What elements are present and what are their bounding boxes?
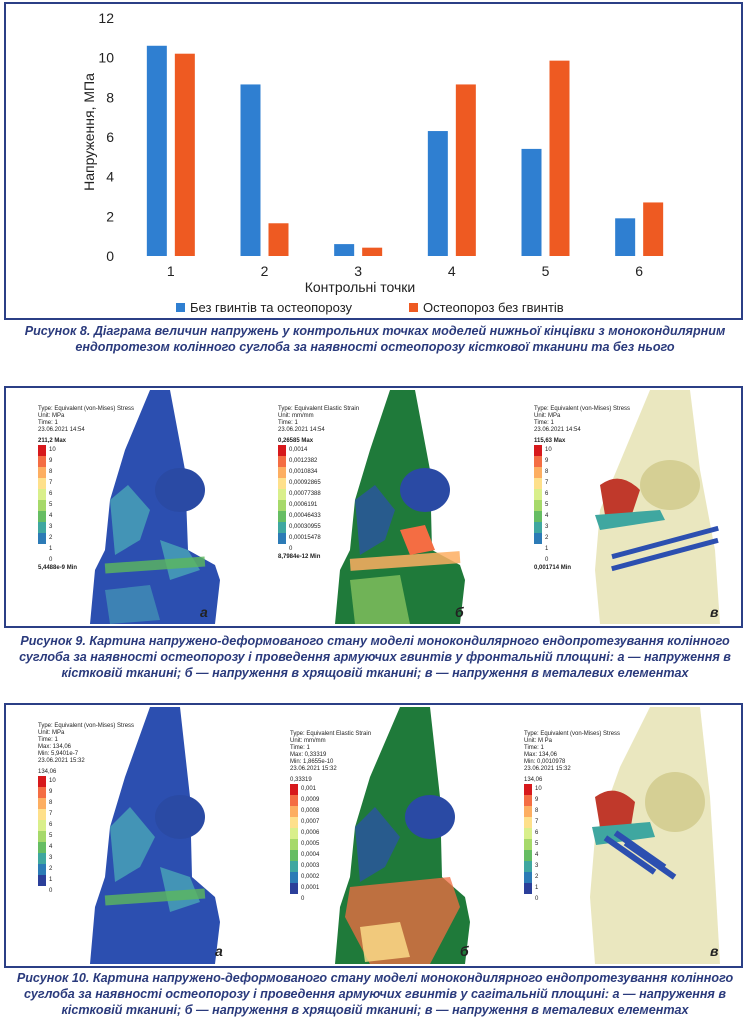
legend-header-line: Type: Equivalent Elastic Strain <box>290 731 372 737</box>
legend-header-line: Unit: MPa <box>534 413 561 419</box>
legend-min: 8,7984e-12 Min <box>278 554 321 560</box>
fig9-panel-c <box>500 390 738 624</box>
panel-letter-c: в <box>710 943 719 959</box>
bar-series-2-5 <box>550 61 570 256</box>
x-tick-label: 3 <box>354 263 363 279</box>
legend-max: 134,06 <box>38 769 57 775</box>
legend-max: 0,26585 Max <box>278 438 314 444</box>
legend-header-line: Max: 134,06 <box>524 752 558 758</box>
bar-series-1-4 <box>428 131 448 256</box>
color-scale-bar <box>290 784 298 894</box>
bar-series-2-4 <box>456 84 476 256</box>
legend-header-line: 23.06.2021 15:32 <box>38 758 85 764</box>
legend-header-line: 23.06.2021 14:54 <box>534 427 581 433</box>
bar-series-1-1 <box>147 46 167 256</box>
legend-header-line: Time: 1 <box>290 745 310 751</box>
legend-header-line: Max: 134,06 <box>38 744 72 750</box>
legend-header-line: 23.06.2021 15:32 <box>524 766 571 772</box>
legend-max: 211,2 Max <box>38 438 67 444</box>
fig9-c-legend <box>534 406 630 572</box>
legend-label-series-2: Остеопороз без гвинтів <box>423 300 564 315</box>
bar-series-2-3 <box>362 248 382 256</box>
y-tick-label: 0 <box>106 248 114 264</box>
fig10-a-legend <box>38 723 135 894</box>
legend-header-line: 23.06.2021 14:54 <box>278 427 325 433</box>
legend-min: 5,4488e-9 Min <box>38 565 78 571</box>
x-tick-label: 4 <box>447 263 456 279</box>
panel-letter-c: в <box>710 604 719 620</box>
x-tick-label: 1 <box>166 263 175 279</box>
figure-9-caption: Рисунок 9. Картина напружено-деформованого стану моделі монокондилярного ендопротезування колінного суглоба за наявності остеопорозу і проведення армуючих гвинтів у фронтальній площині: а — напруження в кістковій тканині; б — напруження в хрящовій тканині; в — напруження в металевих елементах <box>19 634 731 680</box>
x-axis-title: Контрольні точки <box>304 279 416 295</box>
legend-header-line: Min: 1,8655e-10 <box>290 759 334 765</box>
legend-max: 0,33319 <box>290 777 312 783</box>
fig9-panel-a <box>10 390 240 624</box>
fig9-panel-b <box>250 390 490 624</box>
figure-10-caption: Рисунок 10. Картина напружено-деформованого стану моделі монокондилярного ендопротезування колінного суглоба за наявності остеопорозу і проведення армуючих гвинтів у сагітальній площині: а — напруження в кістковій тканині; б — напруження в хрящовій тканині; в — напруження в металевих елементах <box>16 971 734 1017</box>
legend-header-line: 23.06.2021 14:54 <box>38 427 85 433</box>
y-tick-label: 12 <box>98 10 114 26</box>
color-scale-ticks: 10 9 8 7 6 5 4 3 2 1 0 <box>535 786 542 902</box>
color-scale-bar <box>38 776 46 886</box>
legend-header-line: Type: Equivalent (von-Mises) Stress <box>38 406 135 412</box>
legend-max: 134,06 <box>524 777 543 783</box>
x-tick-label: 5 <box>541 263 550 279</box>
legend-header-line: Type: Equivalent Elastic Strain <box>278 406 360 412</box>
color-scale-ticks: 10 9 8 7 6 5 4 3 2 1 0 <box>49 447 56 563</box>
color-scale-bar <box>534 445 542 544</box>
legend-swatch-series-2 <box>409 303 418 312</box>
legend-header-line: 23.06.2021 15:32 <box>290 766 337 772</box>
color-scale-bar <box>278 445 286 544</box>
legend-header-line: Max: 0,33319 <box>290 752 327 758</box>
bar-series-1-2 <box>241 84 261 256</box>
color-scale-ticks: 10 9 8 7 6 5 4 3 2 1 0 <box>545 447 552 563</box>
y-axis-title: Напруження, МПа <box>81 73 97 191</box>
bar-chart <box>6 4 745 318</box>
legend-swatch-series-1 <box>176 303 185 312</box>
legend-header-line: Type: Equivalent (von-Mises) Stress <box>534 406 631 412</box>
legend-header-line: Unit: M Pa <box>524 738 553 744</box>
color-scale-ticks: 10 9 8 7 6 5 4 3 2 1 0 <box>49 778 56 894</box>
panel-letter-a: а <box>215 943 223 959</box>
legend-header-line: Min: 5,9401e-7 <box>38 751 79 757</box>
legend-header-line: Unit: MPa <box>38 730 65 736</box>
x-tick-label: 2 <box>260 263 269 279</box>
color-scale-bar <box>524 784 532 894</box>
color-scale-bar <box>38 445 46 544</box>
fig9-a-legend <box>38 406 134 572</box>
legend-header-line: Unit: MPa <box>38 413 65 419</box>
bar-series-2-6 <box>643 202 663 256</box>
legend-header-line: Time: 1 <box>38 420 58 426</box>
bar-series-1-5 <box>522 149 542 256</box>
panel-letter-a: а <box>200 604 208 620</box>
legend-header-line: Type: Equivalent (von-Mises) Stress <box>38 723 135 729</box>
panel-letter-b: б <box>455 604 464 620</box>
fig10-panel-c <box>500 707 738 964</box>
y-tick-label: 4 <box>106 168 114 185</box>
fig10-b-legend <box>290 731 372 902</box>
y-tick-label: 10 <box>98 49 114 66</box>
legend-header-line: Time: 1 <box>524 745 544 751</box>
fig10-c-legend <box>524 731 621 902</box>
bar-series-1-6 <box>615 218 635 256</box>
legend-header-line: Unit: mm/mm <box>278 413 314 419</box>
color-scale-ticks: 0,001 0,0009 0,0008 0,0007 0,0006 0,0005 0,0004 0,0003 0,0002 0,0001 0 <box>301 786 320 902</box>
y-tick-label: 2 <box>106 208 114 225</box>
y-tick-label: 6 <box>106 129 114 145</box>
fig10-panel-b <box>250 707 490 964</box>
legend-header-line: Time: 1 <box>278 420 298 426</box>
fig9-b-legend <box>278 406 359 561</box>
legend-header-line: Time: 1 <box>38 737 58 743</box>
bar-series-2-2 <box>269 223 289 256</box>
legend-min: 0,001714 Min <box>534 565 572 571</box>
fig10-panel-a <box>10 707 240 964</box>
legend-max: 115,63 Max <box>534 438 566 444</box>
legend-header-line: Type: Equivalent (von-Mises) Stress <box>524 731 621 737</box>
figure-8-caption: Рисунок 8. Діаграма величин напружень у контрольних точках моделей нижньої кінцівки з монокондилярним ендопротезом колінного суглоба за наявності остеопорозу кісткової тканини та без нього <box>24 324 726 354</box>
bar-series-2-1 <box>175 54 195 256</box>
panel-letter-b: б <box>460 943 469 959</box>
legend-header-line: Min: 0,0010978 <box>524 759 566 765</box>
legend-label-series-1: Без гвинтів та остеопорозу <box>190 300 353 315</box>
y-tick-label: 8 <box>106 89 114 106</box>
bar-series-1-3 <box>334 244 354 256</box>
legend-header-line: Unit: mm/mm <box>290 738 326 744</box>
color-scale-ticks: 0,0014 0,0012382 0,0010834 0,00092865 0,00077388 0,0006191 0,00046433 0,00030955 0,00015478 0 <box>289 447 321 552</box>
legend-header-line: Time: 1 <box>534 420 554 426</box>
x-tick-label: 6 <box>635 263 644 279</box>
